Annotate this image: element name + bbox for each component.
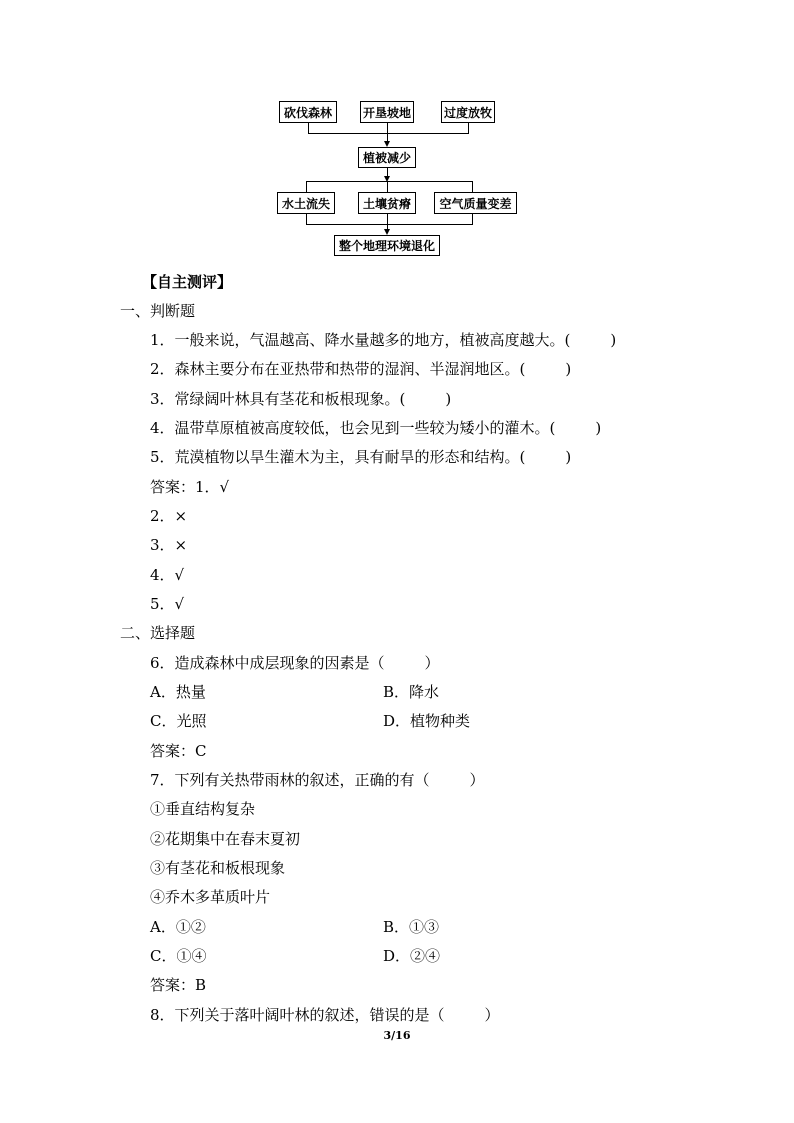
flow-connector (306, 181, 473, 182)
q6-option-c: C．光照 (150, 712, 207, 730)
question-2 (150, 359, 571, 379)
flow-box-slope-reclamation: 开垦坡地 (360, 101, 414, 123)
section-title: 【自主测评】 (142, 273, 233, 291)
q7-option-d: D．②④ (383, 947, 441, 965)
flow-box-deforestation: 砍伐森林 (279, 101, 337, 123)
q7-option-a: A．①② (150, 918, 206, 936)
flow-connector (387, 214, 388, 224)
question-3 (150, 389, 451, 409)
q7-option-b: B．①③ (383, 918, 440, 936)
flow-connector (387, 123, 388, 133)
question-6 (150, 653, 440, 673)
flow-box-environment-degradation: 整个地理环境退化 (334, 235, 440, 256)
close-paren: ） (469, 771, 485, 789)
flow-box-soil-erosion: 水土流失 (277, 192, 335, 214)
answer-3: 3．× (150, 536, 188, 554)
answer-2: 2．× (150, 507, 188, 525)
answer-5: 5．√ (150, 595, 185, 613)
part2-heading: 二、选择题 (120, 624, 196, 642)
close-paren: ) (565, 448, 572, 466)
answer-label: 答案：1．√ (150, 478, 230, 496)
flow-connector (387, 182, 388, 192)
q7-answer: 答案：B (150, 976, 207, 994)
question-text: 8．下列关于落叶阔叶林的叙述，错误的是（ (150, 1006, 445, 1024)
q6-answer: 答案：C (150, 742, 207, 760)
part1-heading: 一、判断题 (120, 302, 196, 320)
flow-connector (308, 123, 309, 133)
answer-4: 4．√ (150, 566, 185, 584)
flow-box-air-quality: 空气质量变差 (434, 192, 517, 214)
question-8 (150, 1005, 500, 1025)
close-paren: ) (610, 331, 617, 349)
q7-option-c: C．①④ (150, 947, 207, 965)
flow-connector (306, 214, 307, 224)
q6-option-b: B．降水 (383, 683, 440, 701)
q7-item-3: ③有茎花和板根现象 (150, 859, 286, 877)
flow-box-soil-infertility: 土壤贫瘠 (358, 192, 416, 214)
close-paren: ） (484, 1006, 500, 1024)
question-text: 4．温带草原植被高度较低，也会见到一些较为矮小的灌木。( (150, 419, 556, 437)
close-paren: ) (445, 390, 452, 408)
question-text: 2．森林主要分布在亚热带和热带的湿润、半湿润地区。( (150, 360, 526, 378)
q7-item-4: ④乔木多革质叶片 (150, 888, 271, 906)
question-4 (150, 418, 601, 438)
flow-connector (306, 224, 473, 225)
question-5 (150, 447, 571, 467)
question-text: 1．一般来说，气温越高、降水量越多的地方，植被高度越大。( (150, 331, 571, 349)
flow-connector (308, 133, 469, 134)
q7-item-2: ②花期集中在春末夏初 (150, 830, 301, 848)
close-paren: ) (595, 419, 602, 437)
flow-connector (468, 123, 469, 133)
flow-box-vegetation-decrease: 植被减少 (358, 147, 416, 168)
page-number: 3/16 (383, 1029, 411, 1042)
flow-connector (306, 181, 307, 192)
question-7 (150, 770, 485, 790)
flow-connector (387, 133, 388, 141)
flow-box-overgrazing: 过度放牧 (441, 101, 495, 123)
question-text: 3．常绿阔叶林具有茎花和板根现象。( (150, 390, 406, 408)
q6-option-a: A．热量 (150, 683, 206, 701)
q6-option-d: D．植物种类 (383, 712, 471, 730)
flowchart (0, 0, 794, 270)
question-text: 7．下列有关热带雨林的叙述，正确的有（ (150, 771, 430, 789)
close-paren: ） (424, 654, 440, 672)
question-text: 6．造成森林中成层现象的因素是（ (150, 654, 385, 672)
question-1 (150, 330, 616, 350)
q7-item-1: ①垂直结构复杂 (150, 800, 256, 818)
flow-connector (472, 214, 473, 224)
flow-connector (472, 181, 473, 192)
question-text: 5．荒漠植物以旱生灌木为主，具有耐旱的形态和结构。( (150, 448, 526, 466)
close-paren: ) (565, 360, 572, 378)
